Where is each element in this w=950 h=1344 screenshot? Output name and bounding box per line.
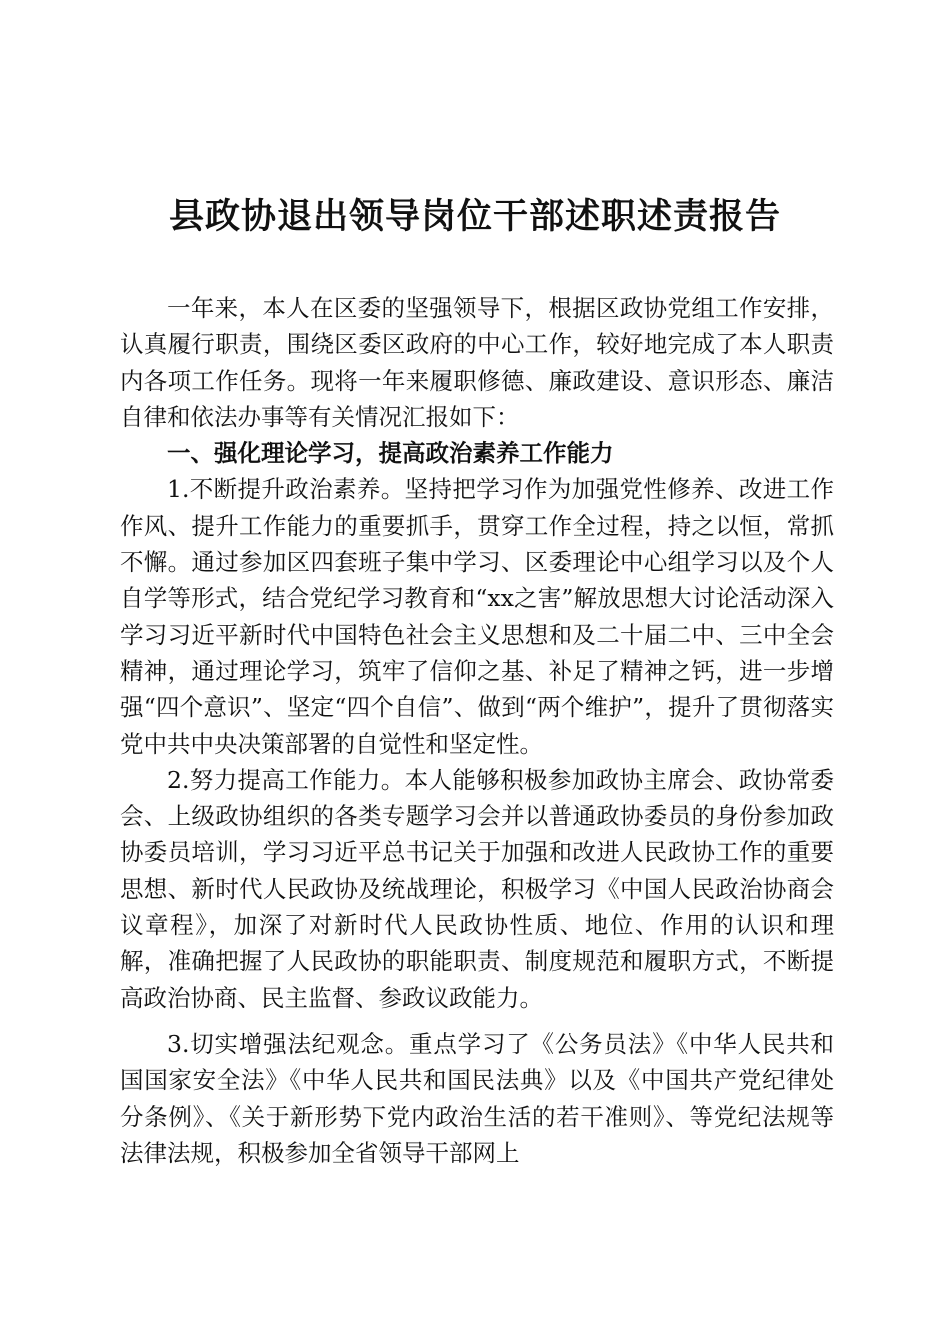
- item-lead-2: 2.努力提高工作能力。: [167, 765, 405, 794]
- document-title: 县政协退出领导岗位干部述职述责报告: [168, 196, 781, 237]
- section-heading: 一、强化理论学习，提高政治素养工作能力: [167, 439, 614, 468]
- item-paragraph-2: [120, 762, 834, 1016]
- intro-paragraph: 一年来，本人在区委的坚强领导下，根据区政协党组工作安排，认真履行职责，围绕区委区政府的中心工作，较好地完成了本人职责内各项工作任务。现将一年来履职修德、廉政建设、意识形态、廉洁自律和依法办事等有关情况汇报如下：: [120, 294, 834, 431]
- document-body: [120, 290, 834, 1171]
- item-text-2: 本人能够积极参加政协主席会、政协常委会、上级政协组织的各类专题学习会并以普通政协委员的身份参加政协委员培训，学习习近平总书记关于加强和改进人民政协工作的重要思想、新时代人民政协及统战理论，积极学习《中国人民政治协商会议章程》，加深了对新时代人民政协性质、地位、作用的认识和理解，准确把握了人民政协的职能职责、制度规范和履职方式，不断提高政治协商、民主监督、参政议政能力。: [120, 765, 835, 1012]
- item-paragraph-3: [120, 1026, 834, 1171]
- item-text-1: 坚持把学习作为加强党性修养、改进工作作风、提升工作能力的重要抓手，贯穿工作全过程，持之以恒，常抓不懈。通过参加区四套班子集中学习、区委理论中心组学习以及个人自学等形式，结合党纪学习教育和“xx之害”解放思想大讨论活动深入学习习近平新时代中国特色社会主义思想和及二十届二中、三中全会精神，通过理论学习，筑牢了信仰之基、补足了精神之钙，进一步增强“四个意识”、坚定“四个自信”、做到“两个维护”，提升了贯彻落实党中共中央决策部署的自觉性和坚定性。: [120, 475, 835, 758]
- item-lead-3: 3.切实增强法纪观念。: [167, 1029, 410, 1058]
- item-text-3: 重点学习了《公务员法》《中华人民共和国国家安全法》《中华人民共和国民法典》以及《中国共产党纪律处分条例》、《关于新形势下党内政治生活的若干准则》、等党纪法规等法律法规，积极参加全省领导干部网上: [120, 1029, 835, 1167]
- item-paragraph-1: [120, 471, 834, 761]
- item-lead-1: 1.不断提升政治素养。: [167, 475, 405, 504]
